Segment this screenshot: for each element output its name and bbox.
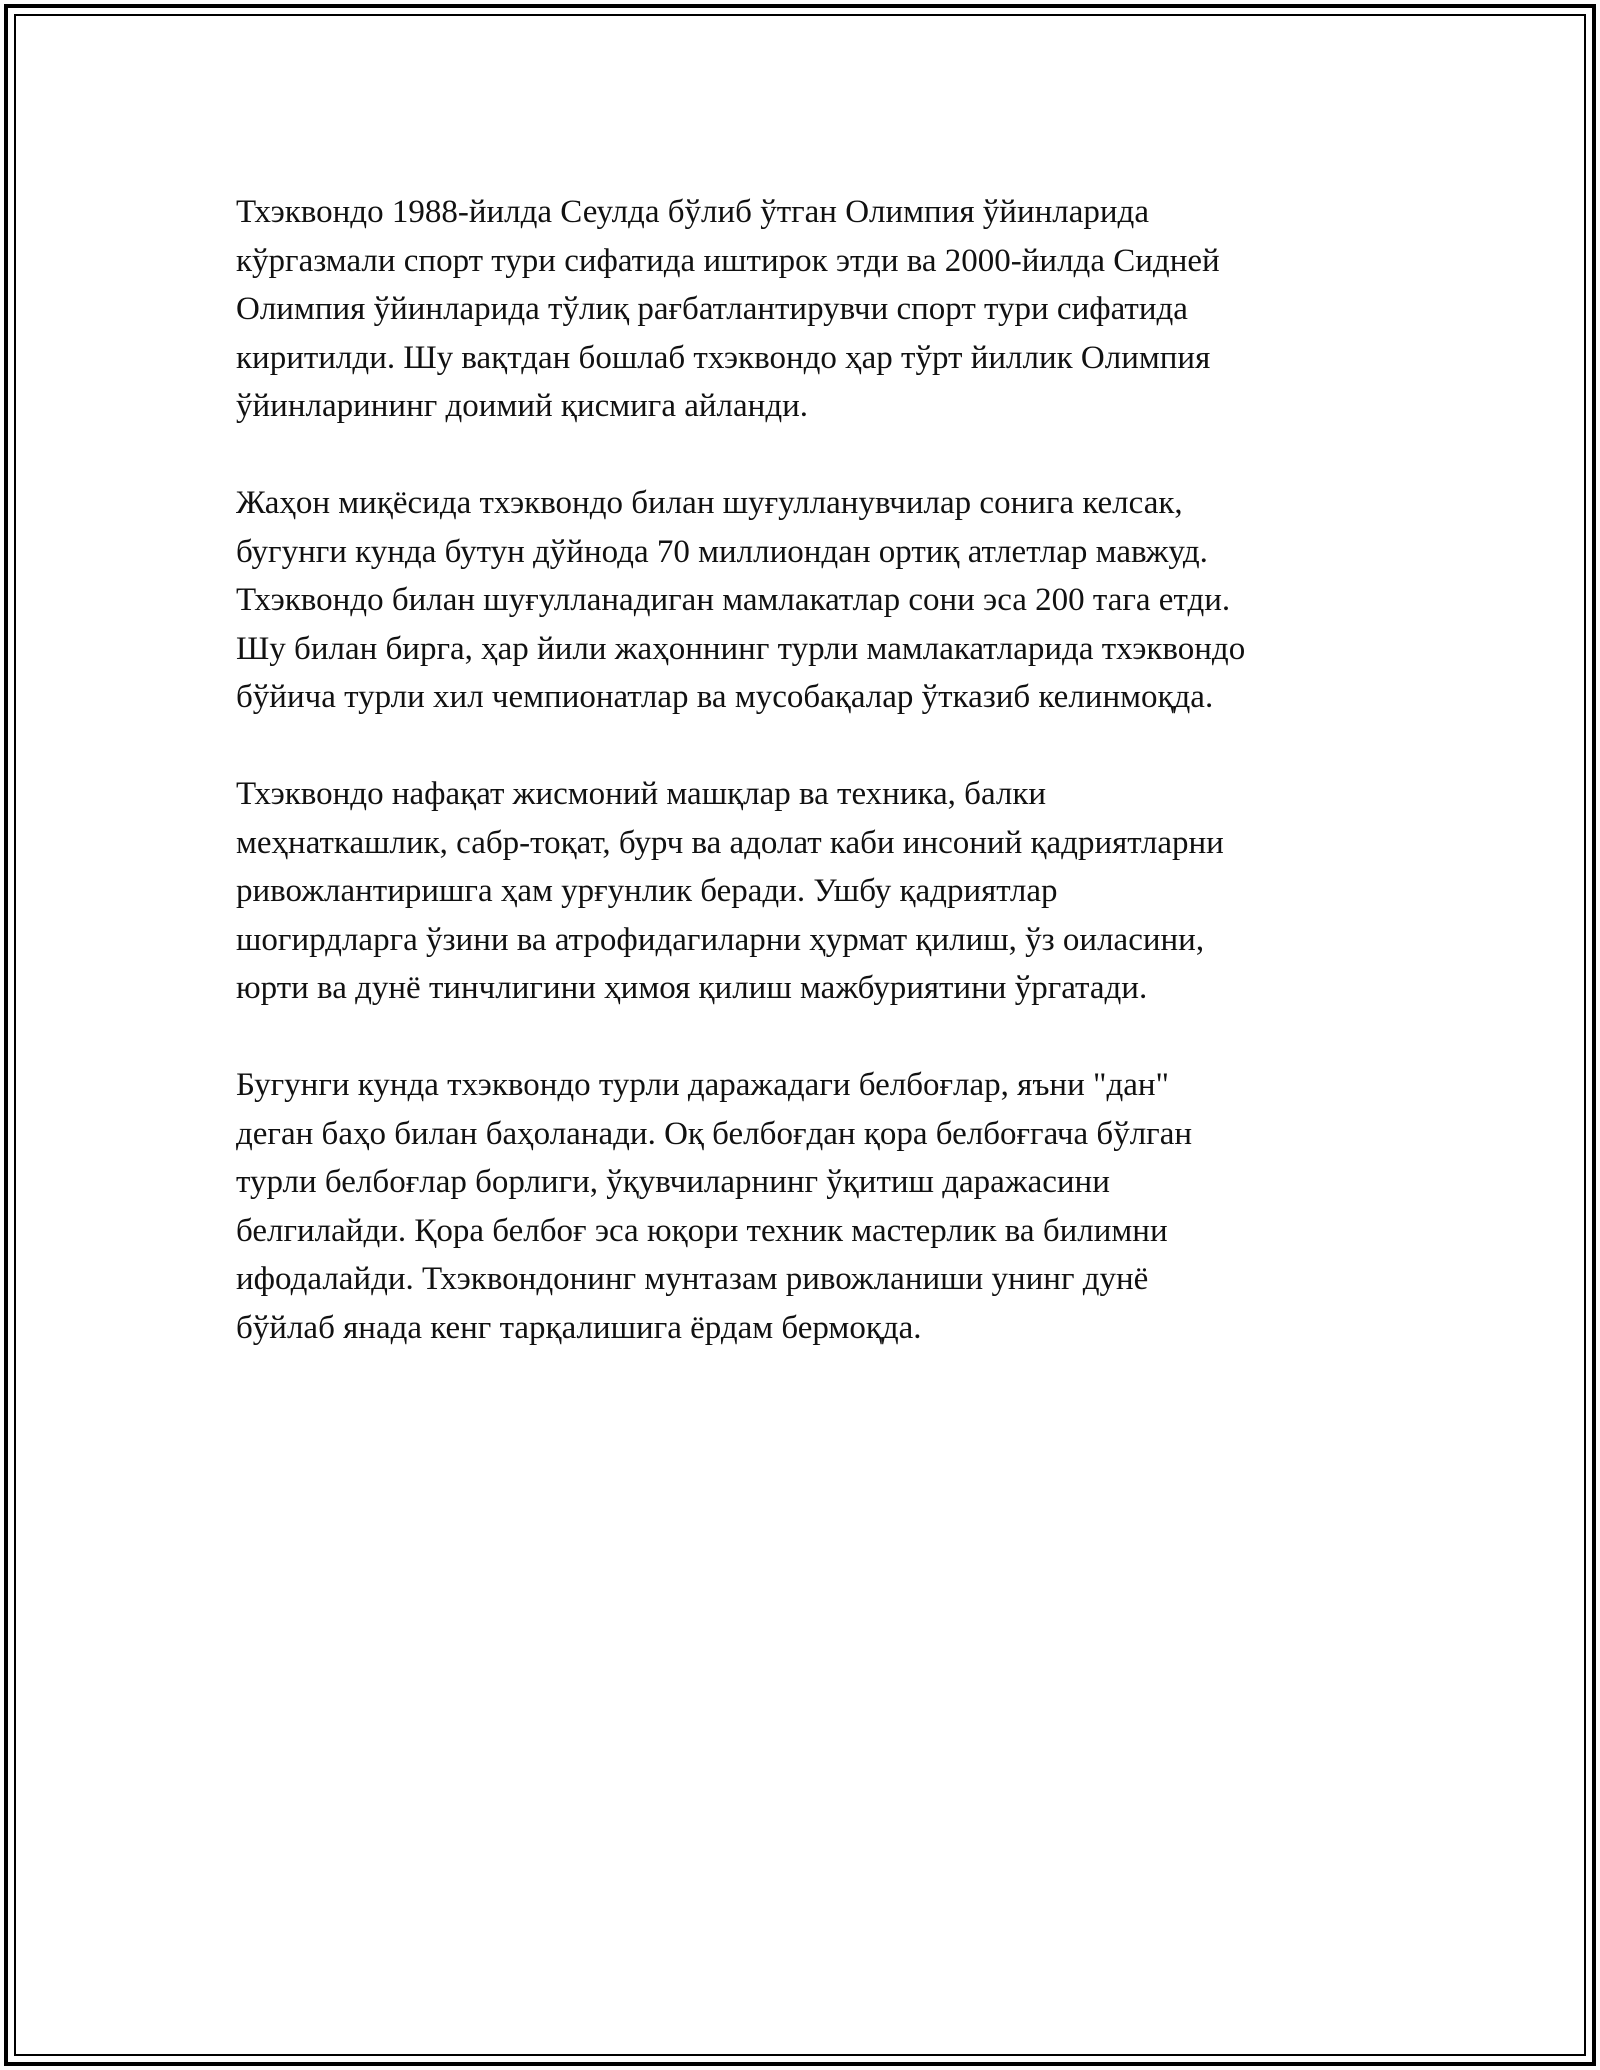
text-line: турли белбоғлар борлиги, ўқувчиларнинг ўқитиш даражасини bbox=[236, 1164, 1110, 1200]
text-line: Тхэквондо нафақат жисмоний машқлар ва техника, балки bbox=[236, 776, 1047, 812]
text-line: Шу билан бирга, ҳар йили жаҳоннинг турли мамлакатларида тхэквондо bbox=[236, 630, 1246, 667]
text-line: кўргазмали спорт тури сифатида иштирок этди ва 2000-йилда Сидней bbox=[236, 242, 1220, 279]
paragraph bbox=[236, 479, 1376, 722]
text-line: киритилди. Шу вақтдан бошлаб тхэквондо ҳар тўрт йиллик Олимпия bbox=[236, 339, 1211, 376]
text-line: бугунги кунда бутун дўйнода 70 миллиондан ортиқ атлетлар мавжуд. bbox=[236, 533, 1208, 570]
text-line: ўйинларининг доимий қисмига айланди. bbox=[236, 388, 809, 424]
paragraph bbox=[236, 1061, 1376, 1352]
text-line: Жаҳон миқёсида тхэквондо билан шуғулланувчилар сонига келсак, bbox=[236, 485, 1183, 521]
text-line: меҳнаткашлик, сабр-тоқат, бурч ва адолат каби инсоний қадриятларни bbox=[236, 824, 1224, 861]
paragraph bbox=[236, 188, 1376, 431]
text-line: ривожлантиришга ҳам урғунлик беради. Ушбу қадриятлар bbox=[236, 873, 1058, 909]
text-line: деган баҳо билан баҳоланади. Оқ белбоғдан қора белбоғгача бўлган bbox=[236, 1115, 1193, 1152]
text-line: юрти ва дунё тинчлигини ҳимоя қилиш мажбуриятини ўргатади. bbox=[236, 970, 1148, 1006]
text-line: белгилайди. Қора белбоғ эса юқори техник мастерлик ва билимни bbox=[236, 1212, 1168, 1249]
text-line: Тхэквондо билан шуғулланадиган мамлакатлар сони эса 200 тага етди. bbox=[236, 582, 1231, 618]
text-line: бўйлаб янада кенг тарқалишига ёрдам бермоқда. bbox=[236, 1309, 922, 1346]
text-line: ифодалайди. Тхэквондонинг мунтазам ривожланиши унинг дунё bbox=[236, 1261, 1149, 1297]
text-line: шогирдларга ўзини ва атрофидагиларни ҳурмат қилиш, ўз оиласини, bbox=[236, 921, 1205, 958]
text-line: Бугунги кунда тхэквондо турли даражадаги белбоғлар, яъни "дан" bbox=[236, 1067, 1170, 1103]
text-line: Тхэквондо 1988-йилда Сеулда бўлиб ўтган Олимпия ўйинларида bbox=[236, 194, 1149, 230]
text-line: Олимпия ўйинларида тўлиқ рағбатлантирувчи спорт тури сифатида bbox=[236, 291, 1188, 327]
paragraph bbox=[236, 770, 1376, 1013]
document-body bbox=[236, 188, 1376, 1401]
text-line: бўйича турли хил чемпионатлар ва мусобақалар ўтказиб келинмоқда. bbox=[236, 679, 1214, 715]
